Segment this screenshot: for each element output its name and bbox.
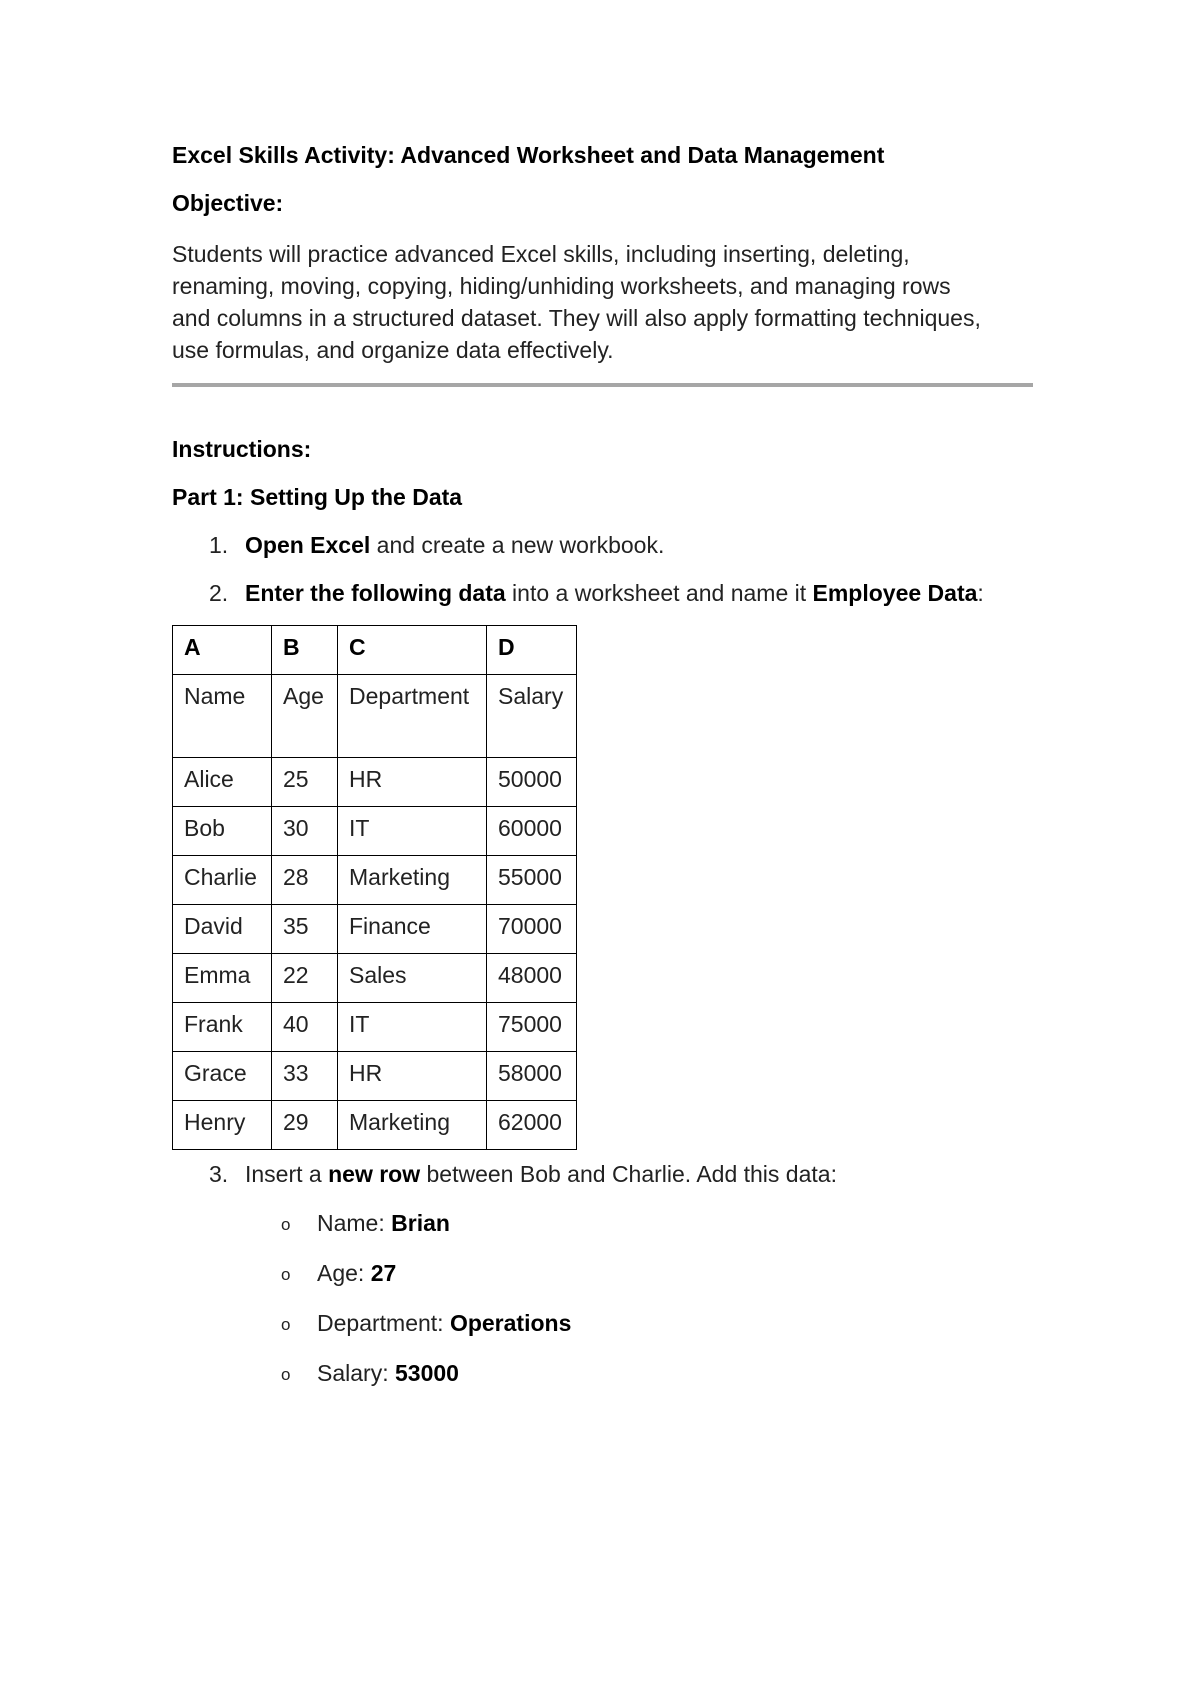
field-value: 53000 [394, 1360, 459, 1386]
column-letter-b: B [272, 626, 338, 675]
objective-paragraph [172, 238, 1052, 366]
document-title: Excel Skills Activity: Advanced Worksheet and Data Management [172, 142, 885, 168]
step-number: 1. [209, 532, 229, 558]
step-2-end: : [977, 580, 984, 606]
field-label: Name: [317, 1210, 392, 1236]
cell-age: 29 [272, 1101, 338, 1150]
column-letter-c: C [338, 626, 487, 675]
header-row [173, 675, 577, 758]
header-department-text: Department [349, 683, 470, 709]
column-letter-d: D [487, 626, 577, 675]
cell-salary: 55000 [487, 856, 577, 905]
table-row [173, 954, 577, 1003]
step-2-bold-sheet-name: Employee Data [812, 580, 978, 606]
cell-name: Bob [173, 807, 272, 856]
cell-name: David [173, 905, 272, 954]
cell-age: 22 [272, 954, 338, 1003]
bullet-icon: o [281, 1315, 291, 1334]
step-2-bold: Enter the following data [245, 580, 506, 606]
field-label: Age: [317, 1260, 371, 1286]
new-row-field [317, 1210, 450, 1237]
cell-salary: 75000 [487, 1003, 577, 1052]
table-row [173, 1101, 577, 1150]
cell-salary: 48000 [487, 954, 577, 1003]
cell-age: 30 [272, 807, 338, 856]
column-letter-row [173, 626, 577, 675]
cell-department: Finance [338, 905, 487, 954]
table-row [173, 1003, 577, 1052]
bullet-icon: o [281, 1365, 291, 1384]
objective-line: and columns in a structured dataset. They will also apply formatting techniques, [172, 305, 981, 331]
new-row-field [317, 1310, 571, 1337]
cell-department: IT [338, 1003, 487, 1052]
objective-line: Students will practice advanced Excel skills, including inserting, deleting, [172, 241, 910, 267]
cell-name: Emma [173, 954, 272, 1003]
header-department [338, 675, 487, 758]
cell-salary: 62000 [487, 1101, 577, 1150]
field-label: Department: [317, 1310, 450, 1336]
table-row [173, 758, 577, 807]
cell-salary: 58000 [487, 1052, 577, 1101]
step-number: 3. [209, 1161, 229, 1187]
new-row-field [317, 1260, 396, 1287]
table-row [173, 1052, 577, 1101]
cell-age: 35 [272, 905, 338, 954]
step-3-rest: between Bob and Charlie. Add this data: [420, 1161, 837, 1187]
step-2-text [245, 580, 984, 607]
step-1-text [245, 532, 664, 559]
step-3-bold: new row [328, 1161, 421, 1187]
cell-department: Marketing [338, 1101, 487, 1150]
cell-name: Grace [173, 1052, 272, 1101]
step-1-bold: Open Excel [245, 532, 371, 558]
field-label: Salary: [317, 1360, 395, 1386]
employee-data-table [172, 625, 577, 1150]
cell-age: 33 [272, 1052, 338, 1101]
table-row [173, 905, 577, 954]
cell-age: 40 [272, 1003, 338, 1052]
cell-salary: 50000 [487, 758, 577, 807]
objective-line: use formulas, and organize data effectively. [172, 337, 614, 363]
instructions-heading: Instructions: [172, 436, 312, 462]
header-salary: Salary [487, 675, 577, 758]
field-value: 27 [370, 1260, 397, 1286]
step-number: 2. [209, 580, 229, 606]
objective-line: renaming, moving, copying, hiding/unhiding worksheets, and managing rows [172, 273, 951, 299]
cell-department: HR [338, 1052, 487, 1101]
table-row [173, 807, 577, 856]
cell-department: HR [338, 758, 487, 807]
step-3-text [245, 1161, 837, 1188]
cell-name: Charlie [173, 856, 272, 905]
bullet-icon: o [281, 1265, 291, 1284]
objective-heading: Objective: [172, 190, 284, 216]
field-value: Operations [449, 1310, 572, 1336]
cell-name: Henry [173, 1101, 272, 1150]
step-3-pre: Insert a [245, 1161, 329, 1187]
step-1-rest: and create a new workbook. [370, 532, 665, 558]
cell-name: Frank [173, 1003, 272, 1052]
cell-department: IT [338, 807, 487, 856]
bullet-icon: o [281, 1215, 291, 1234]
new-row-field [317, 1360, 459, 1387]
cell-department: Sales [338, 954, 487, 1003]
part1-heading: Part 1: Setting Up the Data [172, 484, 463, 510]
cell-salary: 60000 [487, 807, 577, 856]
cell-age: 28 [272, 856, 338, 905]
header-name: Name [173, 675, 272, 758]
step-2-mid: into a worksheet and name it [505, 580, 813, 606]
cell-age: 25 [272, 758, 338, 807]
cell-name: Alice [173, 758, 272, 807]
cell-salary: 70000 [487, 905, 577, 954]
cell-department: Marketing [338, 856, 487, 905]
horizontal-divider [172, 383, 1033, 387]
field-value: Brian [391, 1210, 450, 1236]
table-row [173, 856, 577, 905]
header-age: Age [272, 675, 338, 758]
column-letter-a: A [173, 626, 272, 675]
